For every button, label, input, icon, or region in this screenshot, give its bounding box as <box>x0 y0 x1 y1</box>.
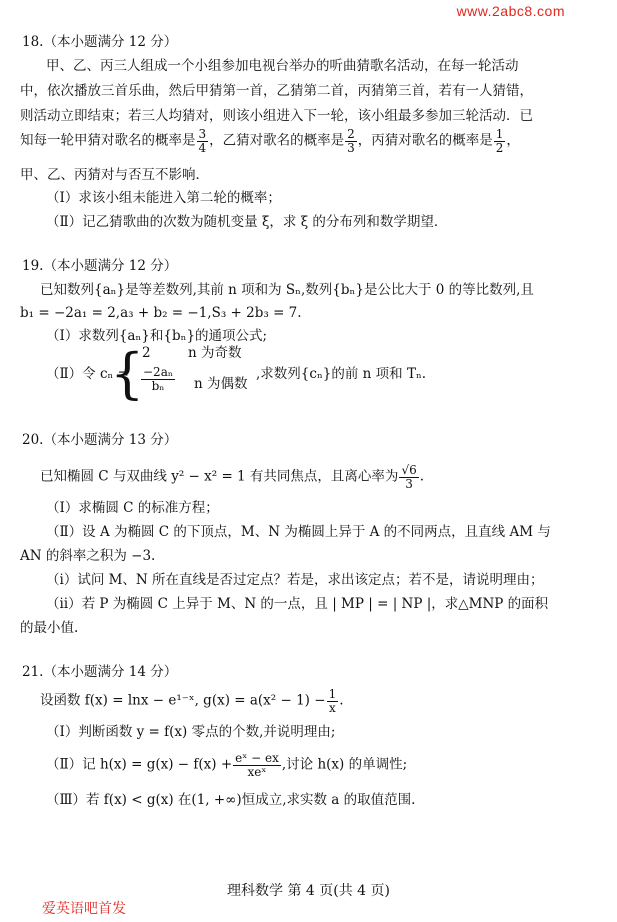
q19-sub2b: ,求数列{cₙ}的前 n 项和 Tₙ. <box>256 366 427 382</box>
q18-line4a: 知每一轮甲猜对歌名的概率是 <box>20 132 196 149</box>
q19-case1-cond: n 为奇数 <box>188 345 242 361</box>
q18-header: 18.（本小题满分 12 分） <box>22 34 178 50</box>
q19-header: 19.（本小题满分 12 分） <box>22 258 178 274</box>
piecewise-brace: { <box>110 342 145 405</box>
frac-1-x: $\frac{1}{x}$ <box>328 687 337 715</box>
frac-2-3: $\frac{2}{3}$ <box>347 127 355 155</box>
q18-line3: 则活动立即结束；若三人均猜对，则该小组进入下一轮，该小组最多参加三轮活动．已 <box>20 108 533 124</box>
q19-case1-value: 2 <box>142 345 151 361</box>
q21-sub3: （Ⅲ）若 f(x) < g(x) 在(1, +∞)恒成立,求实数 a 的取值范围. <box>46 792 416 808</box>
q18-line2: 中，依次播放三首乐曲，然后甲猜第一首，乙猜第二首，丙猜第三首，若有一人猜错， <box>20 83 533 99</box>
q18-line4c: ，丙猜对歌名的概率是 <box>357 132 493 149</box>
q20-sub3: （ⅰ）试问 M、N 所在直线是否过定点？若是，求出该定点；若不是，请说明理由； <box>46 572 544 588</box>
q21-sub1: （Ⅰ）判断函数 y = f(x) 零点的个数,并说明理由; <box>46 724 336 740</box>
watermark-top: www.2abc8.com <box>456 3 565 19</box>
q21-header: 21.（本小题满分 14 分） <box>22 664 178 680</box>
q19-sub2a: （Ⅱ）令 cₙ = <box>46 366 129 382</box>
page-footer: 理科数学 第 4 页(共 4 页) <box>227 883 390 899</box>
q20-line1: 已知椭圆 C 与双曲线 y² − x² = 1 有共同焦点，且离心率为 $\frac{√6}{3}$ . <box>40 463 425 491</box>
q19-line1: 已知数列{aₙ}是等差数列,其前 n 项和为 Sₙ,数列{bₙ}是公比大于 0 的等比数列,且 <box>40 282 534 298</box>
q18-line1: 甲、乙、丙三人组成一个小组参加电视台举办的听曲猜歌名活动，在每一轮活动 <box>46 58 519 74</box>
frac-3-4: $\frac{3}{4}$ <box>198 127 207 155</box>
q18-line5: 甲、乙、丙猜对与否互不影响． <box>20 167 209 183</box>
q18-sub2: （Ⅱ）记乙猜歌曲的次数为随机变量 ξ，求 ξ 的分布列和数学期望． <box>46 214 448 230</box>
q19-case2-frac: $\frac{\text{−2aₙ}}{\text{bₙ}}$ <box>143 365 174 393</box>
q21-line1: 设函数 f(x) = lnx − e¹⁻ˣ, g(x) = a(x² − 1) − $\frac{1}{x}$ . <box>40 687 344 715</box>
q19-case2-cond: n 为偶数 <box>194 376 248 392</box>
q20-sub4b: 的最小值. <box>20 620 79 636</box>
watermark-bottom: 爱英语吧首发 <box>42 900 126 916</box>
q18-line4: 知每一轮甲猜对歌名的概率是 $\frac{3}{4}$ ，乙猜对歌名的概率是 $\frac{2}{3}$ ，丙猜对歌名的概率是 $\frac{1}{2}$ ， <box>20 127 520 155</box>
q18-sub1: （Ⅰ）求该小组未能进入第二轮的概率； <box>46 190 281 206</box>
q20-sub2b: AN 的斜率之积为 −3. <box>20 548 156 564</box>
q19-line2: b₁ = −2a₁ = 2,a₃ + b₂ = −1,S₃ + 2b₃ = 7. <box>20 305 302 321</box>
q21-sub2: （Ⅱ）记 h(x) = g(x) − f(x) + $\frac{\text{eˣ − ex}}{\text{xeˣ}}$ ,讨论 h(x) 的单调性; <box>46 751 408 779</box>
q20-sub1: （Ⅰ）求椭圆 C 的标准方程； <box>46 500 219 516</box>
q20-sub4: （ⅱ）若 P 为椭圆 C 上异于 M、N 的一点，且 | MP | = | NP |，求△MNP 的面积 <box>46 596 549 612</box>
frac-h-x: $\frac{\text{eˣ − ex}}{\text{xeˣ}}$ <box>235 751 279 779</box>
q18-line4b: ，乙猜对歌名的概率是 <box>209 132 345 149</box>
frac-sqrt6-3: $\frac{√6}{3}$ <box>401 463 417 491</box>
q19-sub1: （Ⅰ）求数列{aₙ}和{bₙ}的通项公式; <box>46 328 268 344</box>
q20-sub2: （Ⅱ）设 A 为椭圆 C 的下顶点，M、N 为椭圆上异于 A 的不同两点，且直线 AM 与 <box>46 524 551 540</box>
frac-1-2: $\frac{1}{2}$ <box>495 127 504 155</box>
q20-header: 20.（本小题满分 13 分） <box>22 432 178 448</box>
